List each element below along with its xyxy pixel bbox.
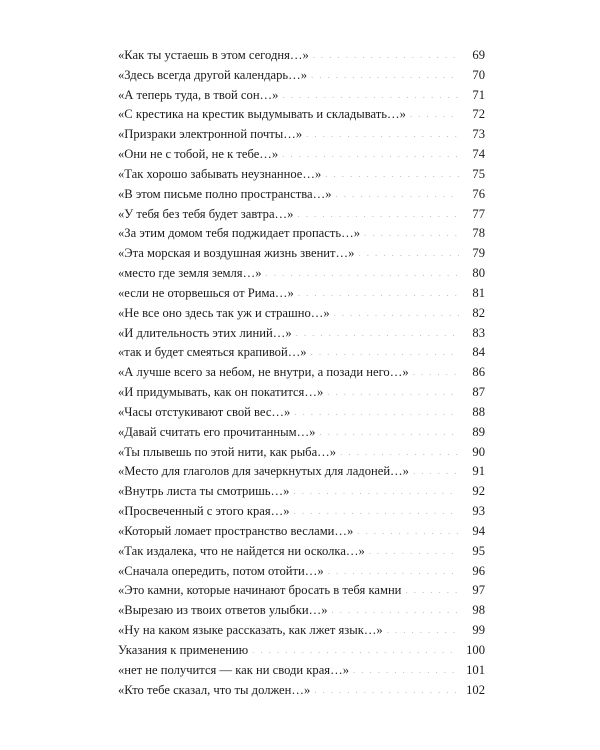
dot-leader — [311, 70, 459, 80]
toc-entry-title: «Эта морская и воздушная жизнь звенит…» — [118, 246, 355, 261]
toc-entry-title: «Ну на каком языке рассказать, как лжет язык…» — [118, 623, 383, 638]
toc-entry-title: «Не все оно здесь так уж и страшно…» — [118, 305, 330, 320]
toc-entry — [118, 564, 485, 584]
toc-entry-page-number: 93 — [472, 504, 485, 519]
toc-entry-page-number: 70 — [472, 67, 485, 82]
toc-entry-page-number: 99 — [472, 623, 485, 638]
table-of-contents — [118, 48, 485, 702]
toc-entry-page-number: 71 — [472, 87, 485, 102]
dot-leader — [311, 347, 459, 357]
toc-entry-page-number: 82 — [472, 305, 485, 320]
dot-leader — [294, 407, 459, 417]
toc-entry — [118, 405, 485, 425]
dot-leader — [252, 645, 459, 655]
dot-leader — [413, 367, 459, 377]
toc-entry-page-number: 81 — [472, 285, 485, 300]
toc-entry — [118, 326, 485, 346]
toc-entry-title: «так и будет смеяться крапивой…» — [118, 345, 307, 360]
toc-entry — [118, 127, 485, 147]
dot-leader — [313, 50, 459, 60]
dot-leader — [294, 506, 459, 516]
toc-entry — [118, 583, 485, 603]
toc-entry-page-number: 92 — [472, 484, 485, 499]
toc-entry-page-number: 74 — [472, 147, 485, 162]
dot-leader — [405, 585, 459, 595]
toc-entry — [118, 683, 485, 703]
toc-entry-title: «Кто тебе сказал, что ты должен…» — [118, 682, 311, 697]
toc-entry-title: «У тебя без тебя будет завтра…» — [118, 206, 294, 221]
toc-entry-page-number: 89 — [472, 424, 485, 439]
toc-entry — [118, 246, 485, 266]
toc-entry — [118, 48, 485, 68]
toc-entry-page-number: 80 — [472, 266, 485, 281]
toc-entry — [118, 464, 485, 484]
toc-entry-title: «Давай считать его прочитанным…» — [118, 424, 316, 439]
dot-leader — [282, 90, 459, 100]
dot-leader — [364, 228, 459, 238]
dot-leader — [336, 189, 460, 199]
toc-entry-title: «А лучше всего за небом, не внутри, а позади него…» — [118, 365, 409, 380]
toc-entry — [118, 445, 485, 465]
dot-leader — [340, 447, 459, 457]
toc-entry-page-number: 76 — [472, 186, 485, 201]
toc-entry-page-number: 97 — [472, 583, 485, 598]
toc-entry-title: «Они не с тобой, не к тебе…» — [118, 147, 279, 162]
toc-entry-page-number: 90 — [472, 444, 485, 459]
dot-leader — [314, 685, 459, 695]
toc-entry-title: «Это камни, которые начинают бросать в тебя камни — [118, 583, 402, 598]
toc-entry-title: Указания к применению — [118, 642, 249, 657]
toc-entry-page-number: 102 — [466, 682, 485, 697]
toc-entry-page-number: 77 — [472, 206, 485, 221]
toc-entry-title: «И длительность этих линий…» — [118, 325, 292, 340]
toc-entry — [118, 266, 485, 286]
toc-entry — [118, 663, 485, 683]
toc-entry-title: «место где земля земля…» — [118, 266, 262, 281]
toc-entry-title: «В этом письме полно пространства…» — [118, 186, 332, 201]
toc-entry-title: «Который ломает пространство веслами…» — [118, 523, 354, 538]
toc-entry-page-number: 101 — [466, 662, 485, 677]
toc-entry — [118, 88, 485, 108]
toc-entry — [118, 643, 485, 663]
toc-entry-title: «А теперь туда, в твой сон…» — [118, 87, 279, 102]
toc-entry-page-number: 98 — [472, 603, 485, 618]
toc-entry-page-number: 95 — [472, 543, 485, 558]
toc-entry — [118, 425, 485, 445]
toc-entry-title: «Внутрь листа ты смотришь…» — [118, 484, 290, 499]
toc-entry-title: «И придумывать, как он покатится…» — [118, 385, 324, 400]
dot-leader — [358, 248, 459, 258]
dot-leader — [296, 328, 459, 338]
toc-entry — [118, 504, 485, 524]
toc-entry — [118, 226, 485, 246]
toc-entry — [118, 147, 485, 167]
dot-leader — [297, 209, 459, 219]
toc-entry-page-number: 83 — [472, 325, 485, 340]
toc-entry-title: «Так хорошо забывать неузнанное…» — [118, 166, 322, 181]
dot-leader — [319, 427, 459, 437]
dot-leader — [387, 625, 459, 635]
dot-leader — [298, 288, 459, 298]
toc-entry-page-number: 78 — [472, 226, 485, 241]
toc-entry — [118, 68, 485, 88]
toc-entry-title: «Ты плывешь по этой нити, как рыба…» — [118, 444, 337, 459]
dot-leader — [357, 526, 459, 536]
dot-leader — [334, 308, 459, 318]
toc-entry-title: «если не оторвешься от Рима…» — [118, 285, 294, 300]
toc-entry-title: «За этим домом тебя поджидает пропасть…» — [118, 226, 360, 241]
toc-entry — [118, 484, 485, 504]
dot-leader — [266, 268, 460, 278]
toc-entry — [118, 345, 485, 365]
dot-leader — [282, 149, 459, 159]
toc-entry-title: «Часы отстукивают свой вес…» — [118, 404, 291, 419]
dot-leader — [328, 566, 459, 576]
toc-entry-page-number: 75 — [472, 166, 485, 181]
dot-leader — [369, 546, 459, 556]
toc-entry-title: «Место для глаголов для зачеркнутых для ладоней…» — [118, 464, 409, 479]
toc-entry-title: «Вырезаю из твоих ответов улыбки…» — [118, 603, 328, 618]
toc-entry — [118, 524, 485, 544]
toc-entry — [118, 603, 485, 623]
dot-leader — [332, 605, 460, 615]
toc-entry — [118, 107, 485, 127]
toc-entry-page-number: 79 — [472, 246, 485, 261]
dot-leader — [306, 129, 459, 139]
toc-entry-page-number: 72 — [472, 107, 485, 122]
toc-entry-title: «С крестика на крестик выдумывать и складывать…» — [118, 107, 406, 122]
toc-entry-page-number: 88 — [472, 404, 485, 419]
dot-leader — [353, 665, 459, 675]
toc-entry — [118, 187, 485, 207]
toc-entry-page-number: 86 — [472, 365, 485, 380]
dot-leader — [410, 109, 459, 119]
toc-entry-page-number: 91 — [472, 464, 485, 479]
toc-entry-title: «Просвеченный с этого края…» — [118, 504, 290, 519]
toc-entry — [118, 286, 485, 306]
toc-entry-page-number: 96 — [472, 563, 485, 578]
toc-entry — [118, 623, 485, 643]
toc-entry-page-number: 69 — [472, 48, 485, 62]
toc-entry-title: «Так издалека, что не найдется ни осколка…» — [118, 543, 365, 558]
dot-leader — [327, 387, 459, 397]
toc-entry — [118, 167, 485, 187]
dot-leader — [293, 486, 459, 496]
toc-entry-page-number: 73 — [472, 127, 485, 142]
toc-entry — [118, 385, 485, 405]
toc-entry — [118, 365, 485, 385]
dot-leader — [413, 466, 459, 476]
toc-entry-title: «Как ты устаешь в этом сегодня…» — [118, 48, 309, 62]
toc-entry-page-number: 84 — [472, 345, 485, 360]
toc-entry-page-number: 100 — [466, 642, 485, 657]
toc-entry-title: «Призраки электронной почты…» — [118, 127, 303, 142]
toc-entry — [118, 207, 485, 227]
toc-entry-page-number: 94 — [472, 523, 485, 538]
dot-leader — [325, 169, 459, 179]
toc-entry — [118, 306, 485, 326]
toc-entry-title: «нет не получится — как ни своди края…» — [118, 662, 349, 677]
toc-entry-title: «Сначала опередить, потом отойти…» — [118, 563, 324, 578]
toc-entry-page-number: 87 — [472, 385, 485, 400]
toc-entry — [118, 544, 485, 564]
toc-entry-title: «Здесь всегда другой календарь…» — [118, 67, 308, 82]
